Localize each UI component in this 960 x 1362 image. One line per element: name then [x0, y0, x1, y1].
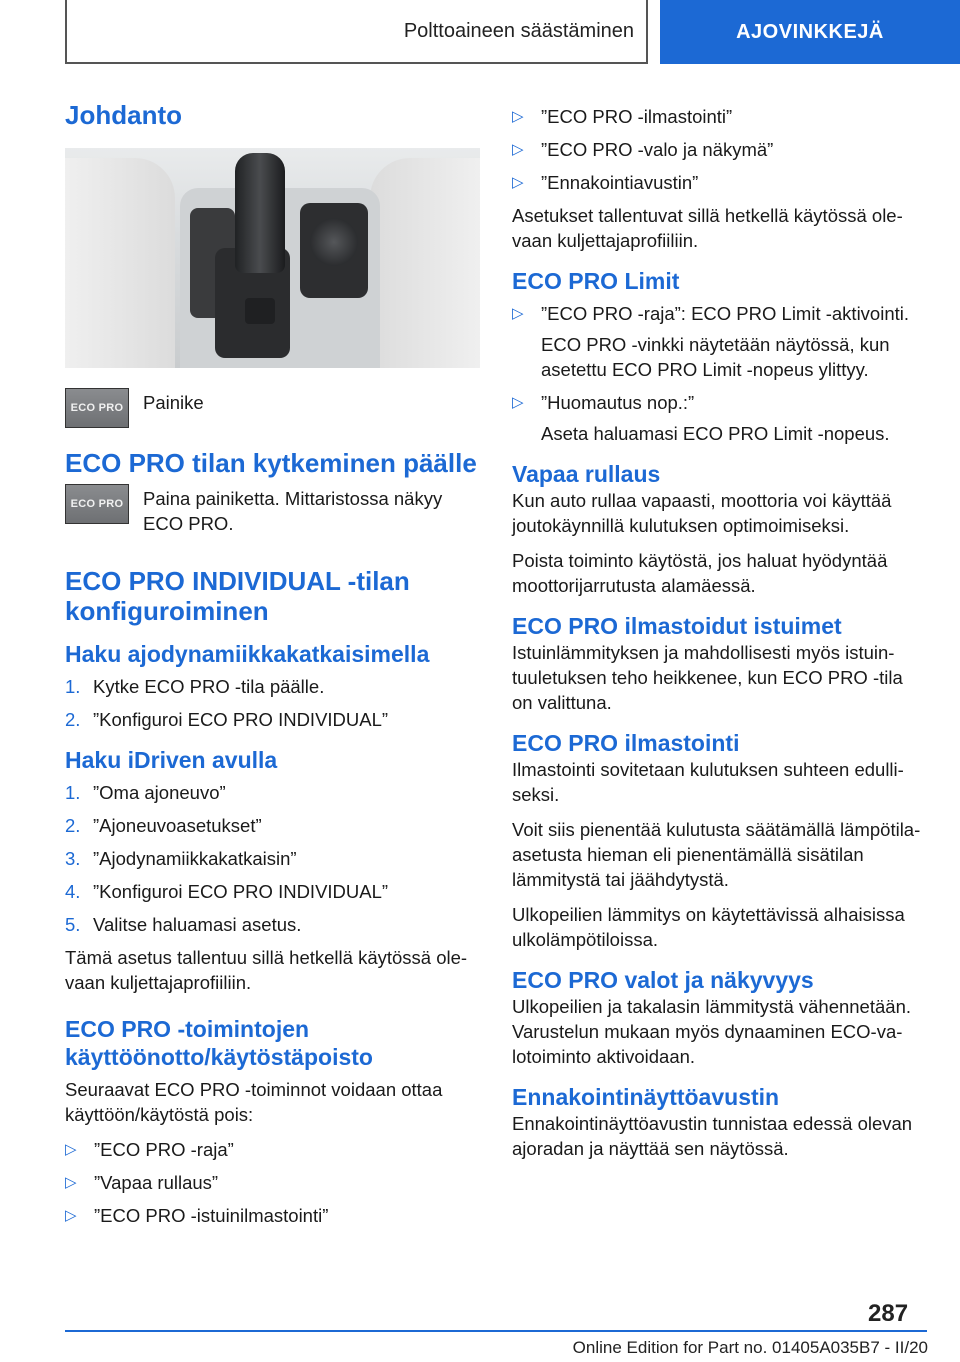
- list-item: ▷ ”Huomautus nop.:”: [512, 392, 695, 413]
- list-item: ▷ ”ECO PRO -raja”: [65, 1139, 234, 1160]
- lights-heading: ECO PRO valot ja näkyvyys: [512, 967, 814, 993]
- triangle-bullet-icon: ▷: [512, 174, 524, 191]
- switch-steps: [65, 674, 480, 732]
- limit-detail-1: ECO PRO -vinkki näytetään näytössä, kun asetettu ECO PRO Limit -nopeus ylittyy.: [541, 334, 890, 380]
- climate-p3: Ulkopeilien lämmitys on käytettävissä alhaisissa ulkolämpötiloissa.: [512, 904, 905, 950]
- chapter-title: AJOVINKKEJÄ: [736, 20, 884, 43]
- limit-list: [512, 301, 927, 326]
- list-item: ▷ ”ECO PRO -istuinilmastointi”: [65, 1205, 329, 1226]
- intro-heading: Johdanto: [65, 100, 182, 130]
- list-item: 1. Kytke ECO PRO -tila päälle.: [65, 676, 325, 697]
- list-item: ▷ ”Vapaa rullaus”: [65, 1172, 219, 1193]
- activate-text: Paina painiketta. Mittaristossa näkyy ECO PRO.: [143, 488, 443, 534]
- list-item: 4. ”Konfiguroi ECO PRO INDIVIDUAL”: [65, 881, 389, 902]
- list-item: ▷ ”ECO PRO -raja”: ECO PRO Limit -aktivointi.: [512, 303, 910, 324]
- climate-heading: ECO PRO ilmastointi: [512, 730, 740, 756]
- functions-note: Asetukset tallentuvat sillä hetkellä käytössä olevaan kuljettajaprofiiliin.: [512, 205, 903, 251]
- right-column: [512, 104, 927, 1161]
- list-item: 2. ”Ajoneuvoasetukset”: [65, 815, 262, 836]
- footer-divider: [65, 1330, 927, 1332]
- functions-list-left: [65, 1137, 480, 1228]
- functions-intro: Seuraavat ECO PRO -toiminnot voidaan ottaa käyttöön/käytöstä pois:: [65, 1079, 443, 1125]
- seats-p1: Istuinlämmityksen ja mahdollisesti myös istuintuuletuksen teho heikkenee, kun ECO PRO -tila on valittuna.: [512, 642, 903, 713]
- individual-note: Tämä asetus tallentuu sillä hetkellä käytössä olevaan kuljettajaprofiiliin.: [65, 947, 468, 993]
- eco-pro-button-icon: ECO PRO: [65, 484, 129, 524]
- triangle-bullet-icon: ▷: [65, 1207, 77, 1224]
- coasting-p2: Poista toiminto käytöstä, jos haluat hyödyntää moottorijarrutusta alamäessä.: [512, 550, 888, 596]
- left-column: [65, 100, 480, 1236]
- eco-pro-key-row: [65, 388, 480, 428]
- triangle-bullet-icon: ▷: [512, 305, 524, 322]
- limit-detail-2: Aseta haluamasi ECO PRO Limit -nopeus.: [541, 423, 890, 444]
- climate-p2: Voit siis pienentää kulutusta säätämällä lämpötila-asetusta hieman eli pienentämällä sisätilan lämmitystä tai jäähdytystä.: [512, 819, 921, 890]
- page-number: 287: [868, 1300, 909, 1327]
- triangle-bullet-icon: ▷: [512, 108, 524, 125]
- eco-pro-button-icon: ECO PRO: [65, 388, 129, 428]
- list-item: 5. Valitse haluamasi asetus.: [65, 914, 302, 935]
- activate-key-row: [65, 484, 480, 536]
- triangle-bullet-icon: ▷: [65, 1174, 77, 1191]
- triangle-bullet-icon: ▷: [512, 141, 524, 158]
- predictive-p1: Ennakointinäyttöavustin tunnistaa edessä olevan ajoradan ja näyttää sen näytössä.: [512, 1113, 913, 1159]
- list-item: ▷ ”ECO PRO -ilmastointi”: [512, 106, 733, 127]
- functions-list-right: [512, 104, 927, 195]
- predictive-heading: Ennakointinäyttöavustin: [512, 1084, 780, 1110]
- coasting-p1: Kun auto rullaa vapaasti, moottoria voi käyttää joutokäynnillä kulutuksen optimoimiseksi.: [512, 490, 892, 536]
- idrive-steps: [65, 780, 480, 937]
- idrive-heading: Haku iDriven avulla: [65, 747, 278, 773]
- console-photo: [65, 148, 480, 368]
- list-item: 1. ”Oma ajoneuvo”: [65, 782, 226, 803]
- switch-heading: Haku ajodynamiikkakatkaisimella: [65, 641, 430, 667]
- list-item: 3. ”Ajodynamiikkakatkaisin”: [65, 848, 297, 869]
- list-item: 2. ”Konfiguroi ECO PRO INDIVIDUAL”: [65, 709, 389, 730]
- activate-heading: ECO PRO tilan kytkeminen päälle: [65, 448, 477, 478]
- functions-heading: ECO PRO -toimintojen käyttöönotto/käytöstäpoisto: [65, 1016, 373, 1070]
- header-section-title: [65, 0, 648, 64]
- header-chapter-tab[interactable]: [660, 0, 960, 64]
- triangle-bullet-icon: ▷: [512, 394, 524, 411]
- button-caption: Painike: [143, 392, 204, 413]
- limit-list-2: [512, 390, 927, 415]
- individual-heading: ECO PRO INDIVIDUAL -tilan konfiguroiminen: [65, 566, 410, 626]
- seats-heading: ECO PRO ilmastoidut istuimet: [512, 613, 842, 639]
- list-item: ▷ ”Ennakointiavustin”: [512, 172, 699, 193]
- list-item: ▷ ”ECO PRO -valo ja näkymä”: [512, 139, 774, 160]
- footer-edition: Online Edition for Part no. 01405A035B7 - II/20: [572, 1338, 928, 1357]
- climate-p1: Ilmastointi sovitetaan kulutuksen suhteen edulliseksi.: [512, 759, 904, 805]
- lights-p1: Ulkopeilien ja takalasin lämmitystä vähennetään. Varustelun mukaan myös dynaaminen ECO-valotoiminto aktivoidaan.: [512, 996, 911, 1067]
- triangle-bullet-icon: ▷: [65, 1141, 77, 1158]
- coasting-heading: Vapaa rullaus: [512, 461, 661, 487]
- section-title: Polttoaineen säästäminen: [403, 19, 634, 42]
- limit-heading: ECO PRO Limit: [512, 268, 680, 294]
